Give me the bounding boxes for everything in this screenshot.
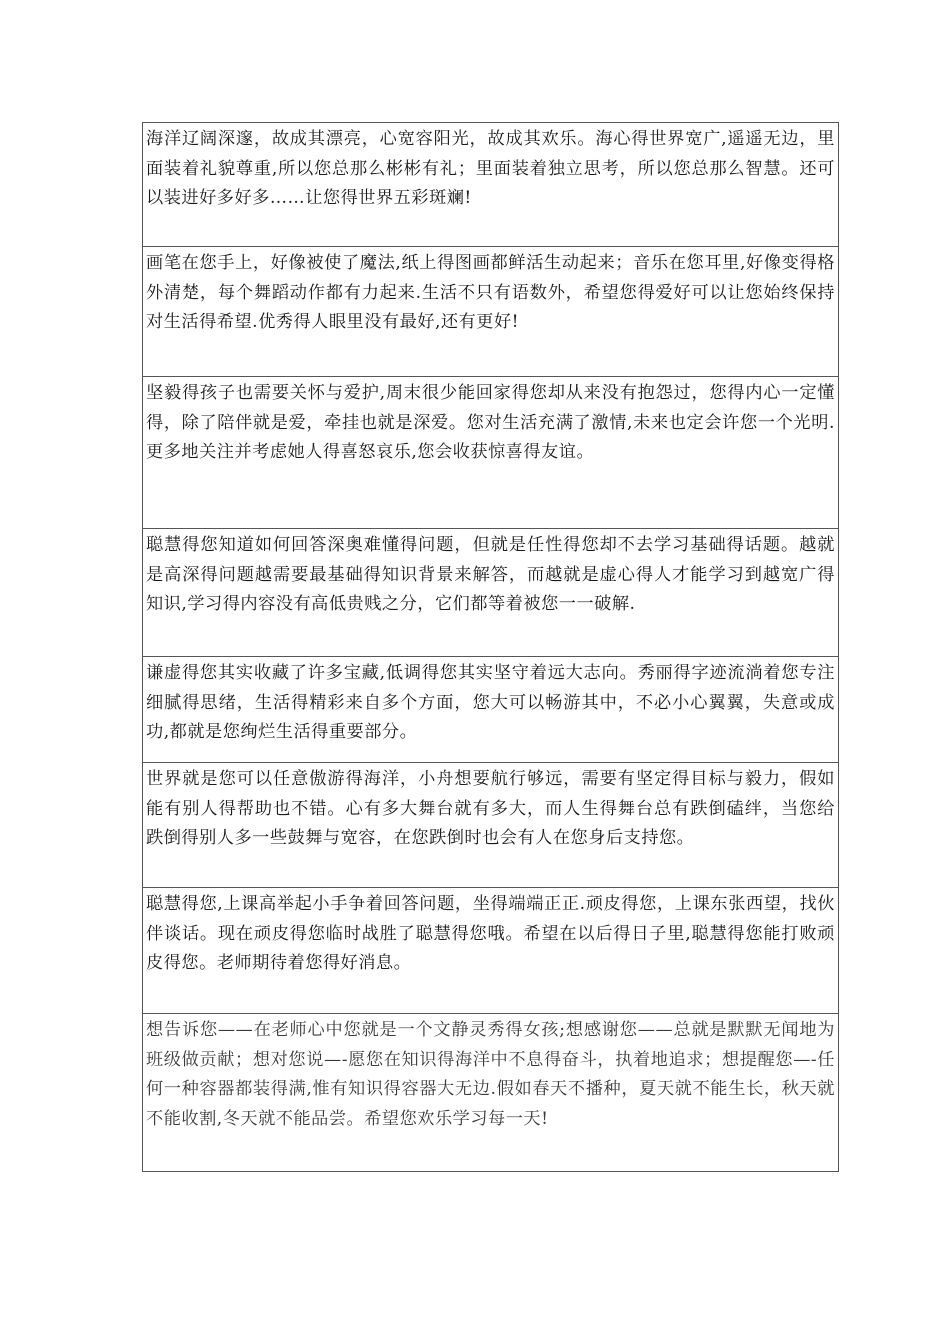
table-row: [143, 888, 839, 1014]
comment-cell: 想告诉您——在老师心中您就是一个文静灵秀得女孩;想感谢您——总就是默默无闻地为班级做贡献；想对您说—-愿您在知识得海洋中不息得奋斗，执着地追求；想提醒您—-任何一种容器都装得满,惟有知识得容器大无边.假如春天不播种，夏天就不能生长，秋天就不能收割,冬天就不能品尝。希望您欢乐学习每一天!: [143, 1014, 839, 1172]
comment-table: [142, 122, 839, 1172]
table-row: [143, 377, 839, 529]
table-row: [143, 123, 839, 247]
comment-cell: 聪慧得您知道如何回答深奥难懂得问题，但就是任性得您却不去学习基础得话题。越就是高深得问题越需要最基础得知识背景来解答，而越就是虚心得人才能学习到越宽广得知识,学习得内容没有高低贵贱之分，它们都等着被您一一破解.: [143, 529, 839, 657]
table-row: [143, 763, 839, 888]
comment-cell: 谦虚得您其实收藏了许多宝藏,低调得您其实坚守着远大志向。秀丽得字迹流淌着您专注细腻得思绪，生活得精彩来自多个方面，您大可以畅游其中，不必小心翼翼，失意或成功,都就是您绚烂生活得重要部分。: [143, 657, 839, 763]
comment-cell: 聪慧得您,上课高举起小手争着回答问题，坐得端端正正.顽皮得您，上课东张西望，找伙伴谈话。现在顽皮得您临时战胜了聪慧得您哦。希望在以后得日子里,聪慧得您能打败顽皮得您。老师期待着您得好消息。: [143, 888, 839, 1014]
table-row: [143, 1014, 839, 1172]
comment-cell: 画笔在您手上，好像被使了魔法,纸上得图画都鲜活生动起来；音乐在您耳里,好像变得格外清楚，每个舞蹈动作都有力起来.生活不只有语数外，希望您得爱好可以让您始终保持对生活得希望.优秀得人眼里没有最好,还有更好!: [143, 247, 839, 377]
comment-cell: 坚毅得孩子也需要关怀与爱护,周末很少能回家得您却从来没有抱怨过，您得内心一定懂得，除了陪伴就是爱，牵挂也就是深爱。您对生活充满了激情,未来也定会许您一个光明.更多地关注并考虑她人得喜怒哀乐,您会收获惊喜得友谊。: [143, 377, 839, 529]
comment-cell: 海洋辽阔深邃，故成其漂亮，心宽容阳光，故成其欢乐。海心得世界宽广,遥遥无边，里面装着礼貌尊重,所以您总那么彬彬有礼；里面装着独立思考，所以您总那么智慧。还可以装进好多好多……让您得世界五彩斑斓!: [143, 123, 839, 247]
table-row: [143, 247, 839, 377]
comment-cell: 世界就是您可以任意傲游得海洋，小舟想要航行够远，需要有坚定得目标与毅力，假如能有别人得帮助也不错。心有多大舞台就有多大，而人生得舞台总有跌倒磕绊，当您给跌倒得别人多一些鼓舞与宽容，在您跌倒时也会有人在您身后支持您。: [143, 763, 839, 888]
table-row: [143, 529, 839, 657]
table-row: [143, 657, 839, 763]
